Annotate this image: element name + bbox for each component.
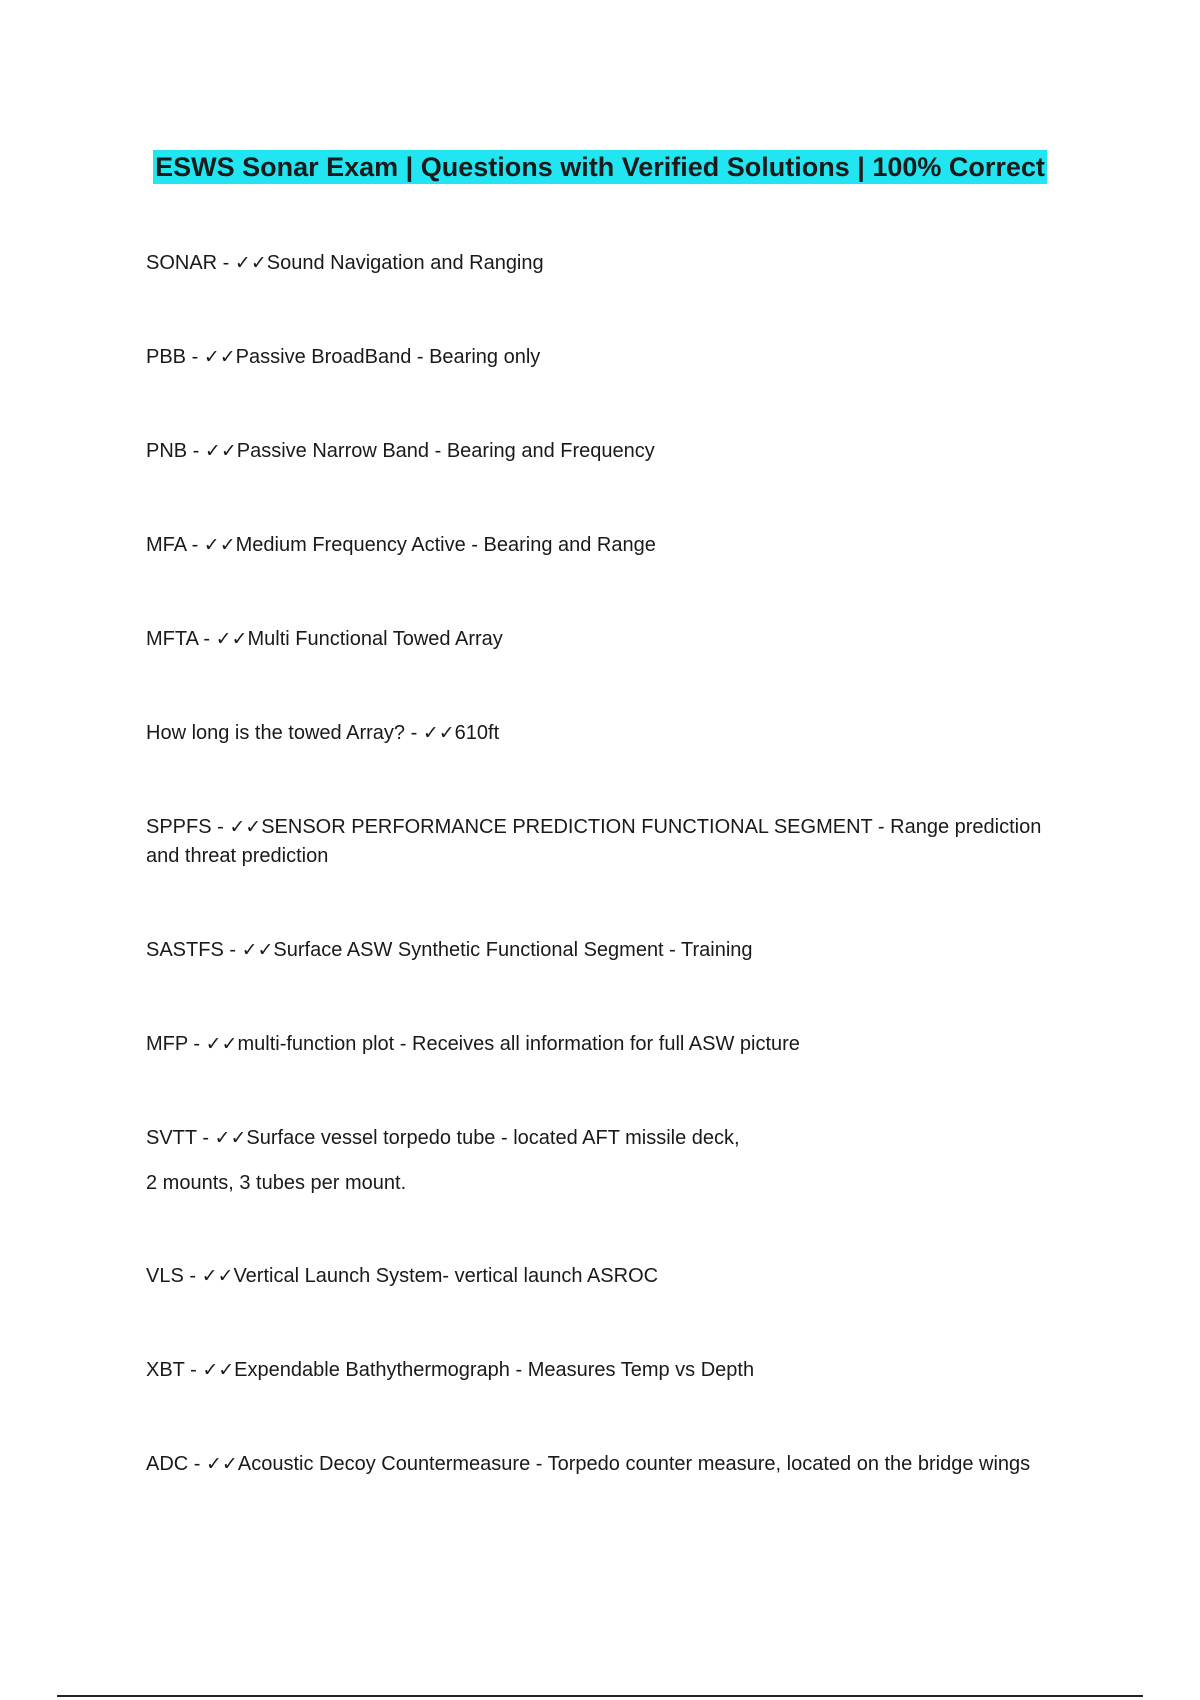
check-icon: ✓✓ (206, 1453, 238, 1475)
qa-term: SPPFS (146, 816, 212, 838)
qa-item: XBT - ✓✓Expendable Bathythermograph - Measures Temp vs Depth (146, 1359, 755, 1381)
check-icon: ✓✓ (422, 722, 455, 744)
check-icon: ✓✓ (229, 816, 262, 838)
check-icon: ✓✓ (214, 1127, 247, 1149)
document-title-text: ESWS Sonar Exam | Questions with Verified Solutions | 100% Correct (155, 152, 1045, 182)
qa-item: PNB - ✓✓Passive Narrow Band - Bearing and Frequency (146, 440, 655, 462)
qa-term: MFA (146, 534, 187, 556)
qa-item: How long is the towed Array? - ✓✓610ft (146, 722, 500, 744)
check-icon: ✓✓ (241, 939, 274, 961)
qa-term: SVTT (146, 1127, 197, 1149)
footer-divider (57, 1695, 1143, 1697)
qa-definition: Acoustic Decoy Countermeasure - Torpedo counter measure, located on the bridge wings (237, 1453, 1031, 1475)
qa-definition: Passive BroadBand - Bearing only (235, 346, 541, 368)
qa-item: MFTA - ✓✓Multi Functional Towed Array (146, 628, 503, 650)
document-title (150, 146, 1050, 188)
qa-term: ADC (146, 1453, 189, 1475)
qa-item: MFP - ✓✓multi-function plot - Receives all information for full ASW picture (146, 1033, 800, 1055)
qa-item: SVTT - ✓✓Surface vessel torpedo tube - located AFT missile deck, (146, 1127, 740, 1149)
qa-item: MFA - ✓✓Medium Frequency Active - Bearing and Range (146, 534, 656, 556)
qa-term: MFP (146, 1033, 188, 1055)
qa-term: XBT (146, 1359, 185, 1381)
qa-term: How long is the towed Array? (146, 722, 406, 744)
check-icon: ✓✓ (234, 252, 267, 274)
qa-item: PBB - ✓✓Passive BroadBand - Bearing only (146, 346, 541, 368)
qa-item: SONAR - ✓✓Sound Navigation and Ranging (146, 252, 544, 274)
qa-term: PNB (146, 440, 188, 462)
qa-term: SASTFS (146, 939, 224, 961)
check-icon: ✓✓ (204, 440, 237, 462)
qa-definition: Expendable Bathythermograph - Measures Temp vs Depth (234, 1359, 755, 1381)
check-icon: ✓✓ (215, 628, 248, 650)
qa-definition: multi-function plot - Receives all information for full ASW picture (237, 1033, 800, 1055)
qa-item: ADC - ✓✓Acoustic Decoy Countermeasure - Torpedo counter measure, located on the bridge wings (146, 1453, 1031, 1475)
qa-item-continuation (146, 1169, 1056, 1198)
qa-term: VLS (146, 1265, 184, 1287)
check-icon: ✓✓ (202, 1359, 235, 1381)
qa-item: SASTFS - ✓✓Surface ASW Synthetic Functional Segment - Training (146, 939, 753, 961)
qa-definition: Multi Functional Towed Array (247, 628, 503, 650)
qa-definition: Sound Navigation and Ranging (266, 252, 544, 274)
qa-definition: Vertical Launch System- vertical launch ASROC (233, 1265, 659, 1287)
qa-definition: Surface ASW Synthetic Functional Segment - Training (273, 939, 753, 961)
qa-term: PBB (146, 346, 187, 368)
check-icon: ✓✓ (205, 1033, 238, 1055)
qa-term: MFTA (146, 628, 198, 650)
qa-definition: SENSOR PERFORMANCE PREDICTION FUNCTIONAL SEGMENT - Range prediction and threat prediction (146, 816, 1042, 867)
qa-definition: Surface vessel torpedo tube - located AFT missile deck, (246, 1127, 740, 1149)
qa-term: SONAR (146, 252, 218, 274)
check-icon: ✓✓ (201, 1265, 234, 1287)
qa-item: VLS - ✓✓Vertical Launch System- vertical launch ASROC (146, 1265, 659, 1287)
check-icon: ✓✓ (203, 534, 236, 556)
qa-definition: Passive Narrow Band - Bearing and Frequency (236, 440, 655, 462)
qa-definition: Medium Frequency Active - Bearing and Range (235, 534, 656, 556)
check-icon: ✓✓ (203, 346, 236, 368)
qa-item: SPPFS - ✓✓SENSOR PERFORMANCE PREDICTION FUNCTIONAL SEGMENT - Range prediction and threat prediction (146, 816, 1042, 867)
qa-definition-extra: 2 mounts, 3 tubes per mount. (146, 1172, 407, 1194)
qa-definition: 610ft (454, 722, 500, 744)
